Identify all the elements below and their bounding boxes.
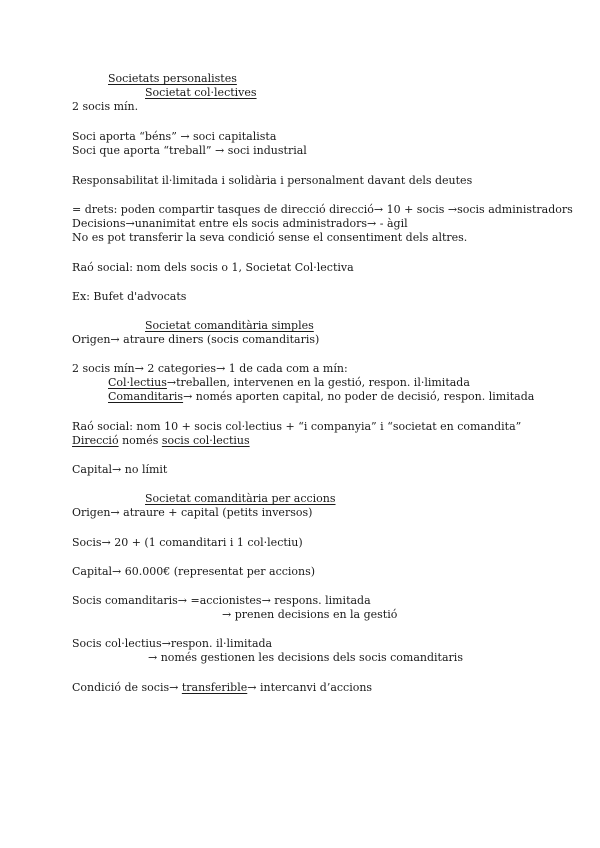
text-condicio-pre: Condició de socis→	[72, 681, 182, 694]
label-comanditaris: Comanditaris	[108, 390, 184, 403]
text-comanditaris-desc: → només aporten capital, no poder de decisió, respon. limitada	[183, 390, 535, 403]
text-categories: 2 socis mín→ 2 categories→ 1 de cada com a mín:	[72, 362, 348, 375]
text-rao-social: Raó social: nom dels socis o 1, Societat Col·lectiva	[72, 261, 354, 274]
heading-societats-personalistes: Societats personalistes	[108, 72, 237, 85]
text-condicio-socis	[72, 681, 372, 695]
text-decisions: Decisions→unanimitat entre els socis administradors→ - àgil	[72, 217, 408, 230]
text-rao-social-simple: Raó social: nom 10 + socis col·lectius + “i companyia” i “societat en comandita”	[72, 420, 522, 433]
text-exemple: Ex: Bufet d'advocats	[72, 290, 187, 303]
text-soci-treball: Soci que aporta “treball” → soci industrial	[72, 144, 307, 157]
text-soci-bens: Soci aporta “béns” → soci capitalista	[72, 130, 277, 143]
text-condicio-post: → intercanvi d’accions	[247, 681, 373, 694]
text-drets: = drets: poden compartir tasques de direcció direcció→ 10 + socis →socis administradors	[72, 203, 573, 216]
text-comanditaris-row	[108, 390, 534, 404]
text-capital-accions: Capital→ 60.000€ (representat per accions)	[72, 565, 316, 578]
text-socis-collectius-cont: → només gestionen les decisions dels socis comanditaris	[148, 651, 463, 664]
text-collectius-row	[108, 376, 470, 390]
text-socis-comanditaris: Socis comanditaris→ =accionistes→ respons. limitada	[72, 594, 371, 607]
heading-societat-collectives: Societat col·lectives	[145, 86, 257, 99]
text-collectius-desc: →treballen, intervenen en la gestió, respon. il·limitada	[166, 376, 470, 389]
heading-comanditaria-simple: Societat comanditària simples	[145, 319, 314, 332]
label-collectius: Col·lectius	[108, 376, 167, 389]
text-responsabilitat: Responsabilitat il·limitada i solidària i personalment davant dels deutes	[72, 174, 473, 187]
text-transferible: transferible	[181, 681, 248, 694]
text-min-socis: 2 socis mín.	[72, 100, 139, 113]
text-socis-comanditaris-cont: → prenen decisions en la gestió	[222, 608, 398, 621]
text-direccio-socis: socis col·lectius	[161, 434, 250, 447]
label-direccio: Direcció	[72, 434, 119, 447]
text-origen-accions: Origen→ atraure + capital (petits inversos)	[72, 506, 313, 519]
text-transferir: No es pot transferir la seva condició sense el consentiment dels altres.	[72, 231, 468, 244]
heading-comanditaria-accions: Societat comanditària per accions	[145, 492, 336, 505]
text-origen-simple: Origen→ atraure diners (socis comanditaris)	[72, 333, 320, 346]
text-direccio-row	[72, 434, 250, 448]
text-socis-accions: Socis→ 20 + (1 comanditari i 1 col·lectiu)	[72, 536, 303, 549]
text-socis-collectius: Socis col·lectius→respon. il·limitada	[72, 637, 273, 650]
text-direccio-mid: només	[118, 434, 162, 447]
text-capital-simple: Capital→ no límit	[72, 463, 168, 476]
